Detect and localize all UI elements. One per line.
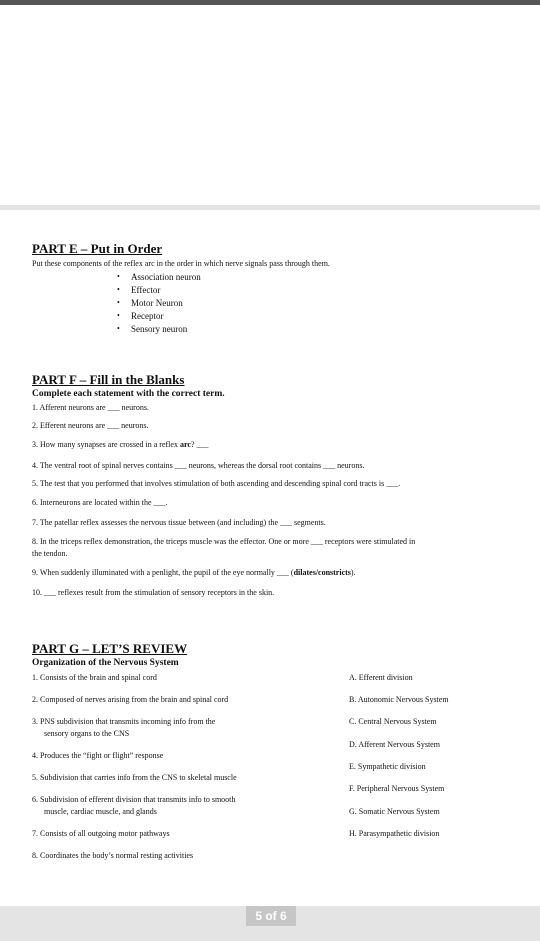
question-6: 6. Interneurons are located within the ___. [32, 498, 168, 507]
question-9-text: 9. When suddenly illuminated with a penlight, the pupil of the eye normally ___ ( [32, 568, 294, 577]
question-8-line-2: the tendon. [32, 549, 68, 558]
bullet-icon: • [117, 311, 120, 320]
review-item-4: 4. Produces the “fight or flight” response [32, 751, 164, 760]
part-f-title: PART F – Fill in the Blanks [32, 372, 185, 387]
review-item-3-line-2: sensory organs to the CNS [44, 729, 130, 738]
review-item-5: 5. Subdivision that carries info from the CNS to skeletal muscle [32, 773, 237, 782]
part-g-title: PART G – LET’S REVIEW [32, 641, 188, 656]
question-9 [32, 568, 356, 577]
bullet-icon: • [117, 272, 120, 281]
choice-c: C. Central Nervous System [349, 717, 437, 726]
page-counter: 5 of 6 [246, 906, 296, 926]
list-item: Receptor [131, 311, 164, 321]
choice-e: E. Sympathetic division [349, 762, 426, 771]
choice-f: F. Peripheral Nervous System [349, 784, 445, 793]
question-10: 10. ___ reflexes result from the stimulation of sensory receptors in the skin. [32, 588, 275, 597]
question-9-end: ). [350, 568, 356, 577]
review-item-8: 8. Coordinates the body’s normal resting activities [32, 851, 194, 860]
bullet-icon: • [117, 324, 120, 333]
previous-page-bottom [0, 5, 540, 205]
choice-b: B. Autonomic Nervous System [349, 695, 449, 704]
question-8-line-1: 8. In the triceps reflex demonstration, the triceps muscle was the effector. One or more ___ receptors were stimulated in [32, 537, 416, 546]
question-3 [32, 440, 208, 449]
list-item: Effector [131, 285, 161, 295]
choice-a: A. Efferent division [349, 673, 413, 682]
part-e-instruction: Put these components of the reflex arc in the order in which nerve signals pass through them. [32, 259, 330, 268]
review-item-6-line-2: muscle, cardiac muscle, and glands [44, 807, 157, 816]
review-item-1: 1. Consists of the brain and spinal cord [32, 673, 157, 682]
list-item: Motor Neuron [131, 298, 183, 308]
part-g-subtitle: Organization of the Nervous System [32, 658, 179, 668]
question-1: 1. Afferent neurons are ___ neurons. [32, 403, 149, 412]
question-5: 5. The test that you performed that involves stimulation of both ascending and descending spinal cord tracts is ___. [32, 479, 401, 488]
review-item-6-line-1: 6. Subdivision of efferent division that transmits info to smooth [32, 795, 236, 804]
review-item-3-line-1: 3. PNS subdivision that transmits incoming info from the [32, 717, 216, 726]
list-item: Association neuron [131, 272, 201, 282]
choice-g: G. Somatic Nervous System [349, 807, 440, 816]
list-item: Sensory neuron [131, 324, 188, 334]
review-item-2: 2. Composed of nerves arising from the brain and spinal cord [32, 695, 229, 704]
bullet-icon: • [117, 298, 120, 307]
bullet-icon: • [117, 285, 120, 294]
question-7: 7. The patellar reflex assesses the nervous tissue between (and including) the ___ segments. [32, 518, 326, 527]
question-4: 4. The ventral root of spinal nerves contains ___ neurons, whereas the dorsal root contains ___ neurons. [32, 461, 365, 470]
part-e-title: PART E – Put in Order [32, 241, 163, 256]
choice-d: D. Afferent Nervous System [349, 740, 440, 749]
question-3-text: 3. How many synapses are crossed in a reflex [32, 440, 180, 449]
part-f-subtitle: Complete each statement with the correct term. [32, 389, 225, 399]
question-3-bold: arc [179, 440, 191, 449]
review-item-7: 7. Consists of all outgoing motor pathways [32, 829, 170, 838]
document-page [0, 210, 540, 906]
question-3-end: ? ___ [190, 440, 209, 449]
question-9-bold: dilates/constricts [293, 568, 351, 577]
question-2: 2. Efferent neurons are ___ neurons. [32, 421, 149, 430]
choice-h: H. Parasympathetic division [349, 829, 440, 838]
